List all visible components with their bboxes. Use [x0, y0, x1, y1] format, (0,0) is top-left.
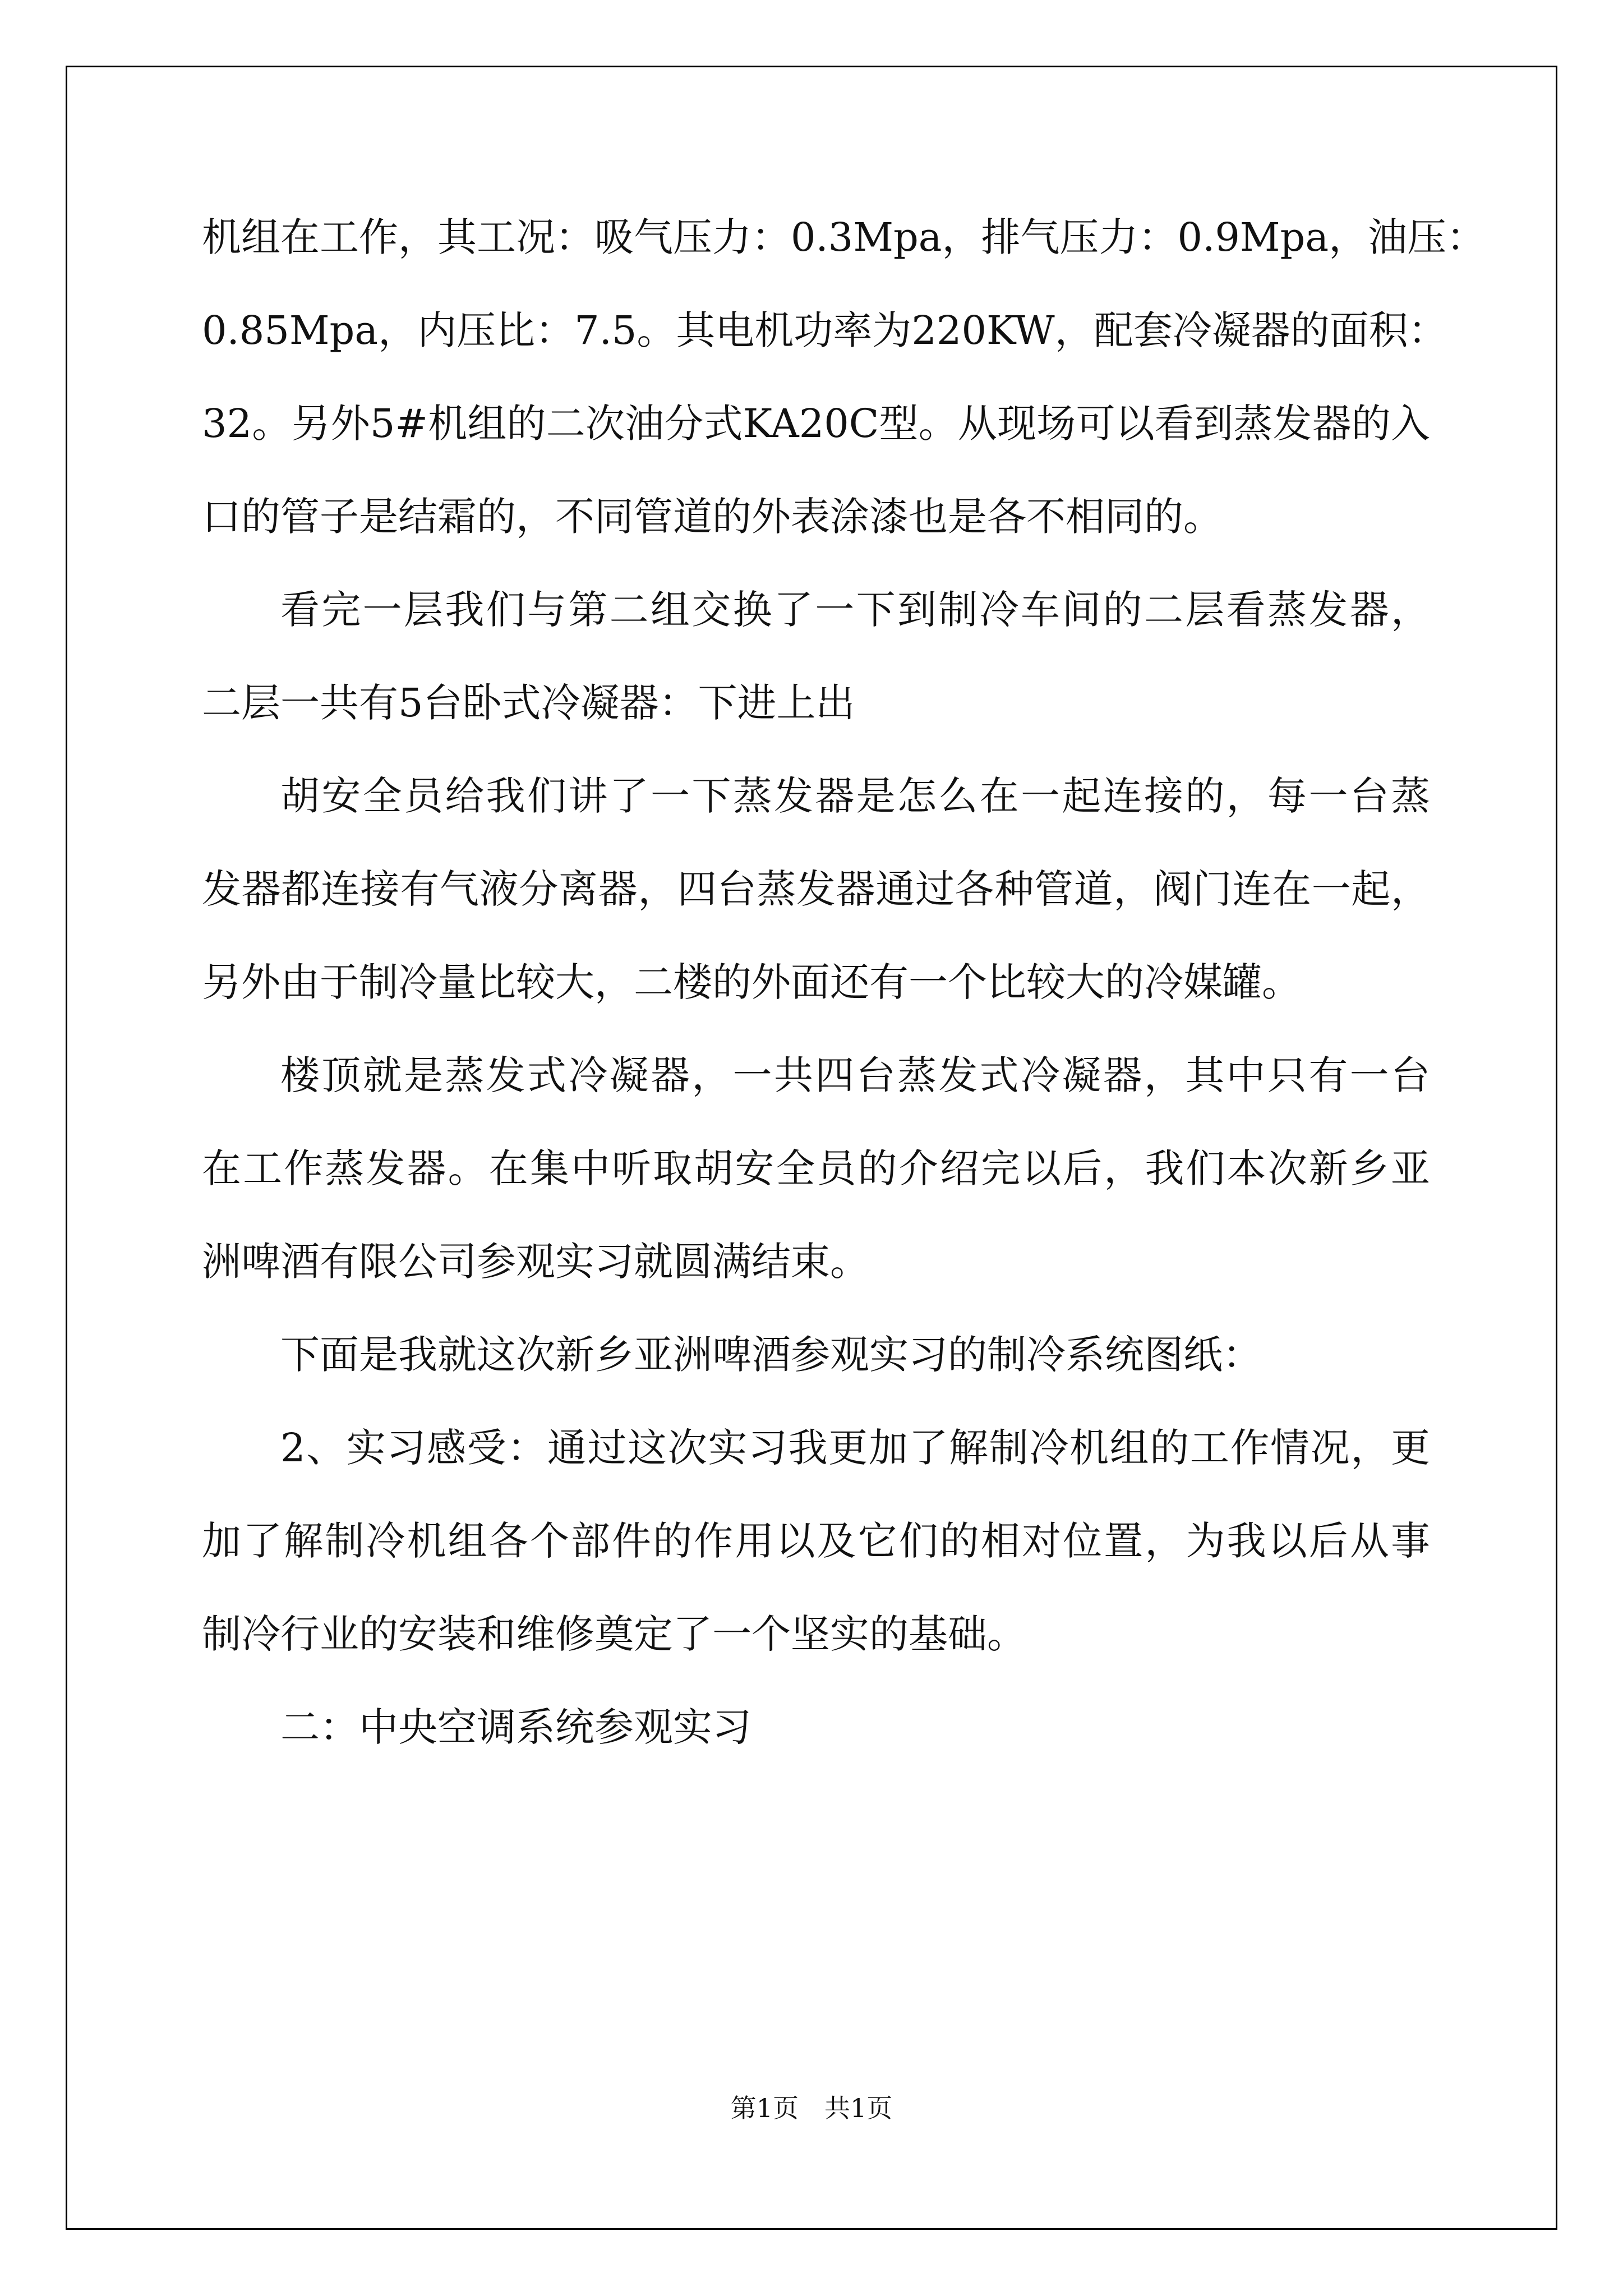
text-line: 32。另外5#机组的二次油分式KA20C型。从现场可以看到蒸发器的入 — [202, 401, 1430, 447]
text-line: 另外由于制冷量比较大，二楼的外面还有一个比较大的冷媒罐。 — [202, 959, 1301, 1005]
paragraph-start: 2、实习感受：通过这次实习我更加了解制冷机组的工作情况，更 — [280, 1425, 1430, 1471]
text-line: 在工作蒸发器。在集中听取胡安全员的介绍完以后，我们本次新乡亚 — [202, 1145, 1430, 1191]
page-number: 第1页 共1页 — [730, 2093, 893, 2123]
paragraph-start: 看完一层我们与第二组交换了一下到制冷车间的二层看蒸发器， — [280, 587, 1430, 633]
section-heading: 二：中央空调系统参观实习 — [280, 1704, 751, 1750]
paragraph-start: 楼顶就是蒸发式冷凝器，一共四台蒸发式冷凝器，其中只有一台 — [280, 1052, 1430, 1098]
paragraph-start: 下面是我就这次新乡亚洲啤酒参观实习的制冷系统图纸： — [280, 1332, 1262, 1378]
paragraph-start: 胡安全员给我们讲了一下蒸发器是怎么在一起连接的，每一台蒸 — [280, 773, 1430, 819]
text-line: 制冷行业的安装和维修奠定了一个坚实的基础。 — [202, 1611, 1026, 1657]
text-line: 二层一共有5台卧式冷凝器：下进上出 — [202, 680, 855, 726]
text-line: 机组在工作，其工况：吸气压力：0.3Mpa，排气压力：0.9Mpa，油压： — [202, 214, 1486, 260]
text-line: 发器都连接有气液分离器，四台蒸发器通过各种管道，阀门连在一起， — [202, 866, 1430, 912]
text-line: 加了解制冷机组各个部件的作用以及它们的相对位置，为我以后从事 — [202, 1518, 1430, 1564]
text-line: 0.85Mpa，内压比：7.5。其电机功率为220KW，配套冷凝器的面积： — [202, 307, 1447, 353]
text-line: 口的管子是结霜的，不同管道的外表涂漆也是各不相同的。 — [202, 494, 1223, 540]
text-line: 洲啤酒有限公司参观实习就圆满结束。 — [202, 1239, 869, 1285]
